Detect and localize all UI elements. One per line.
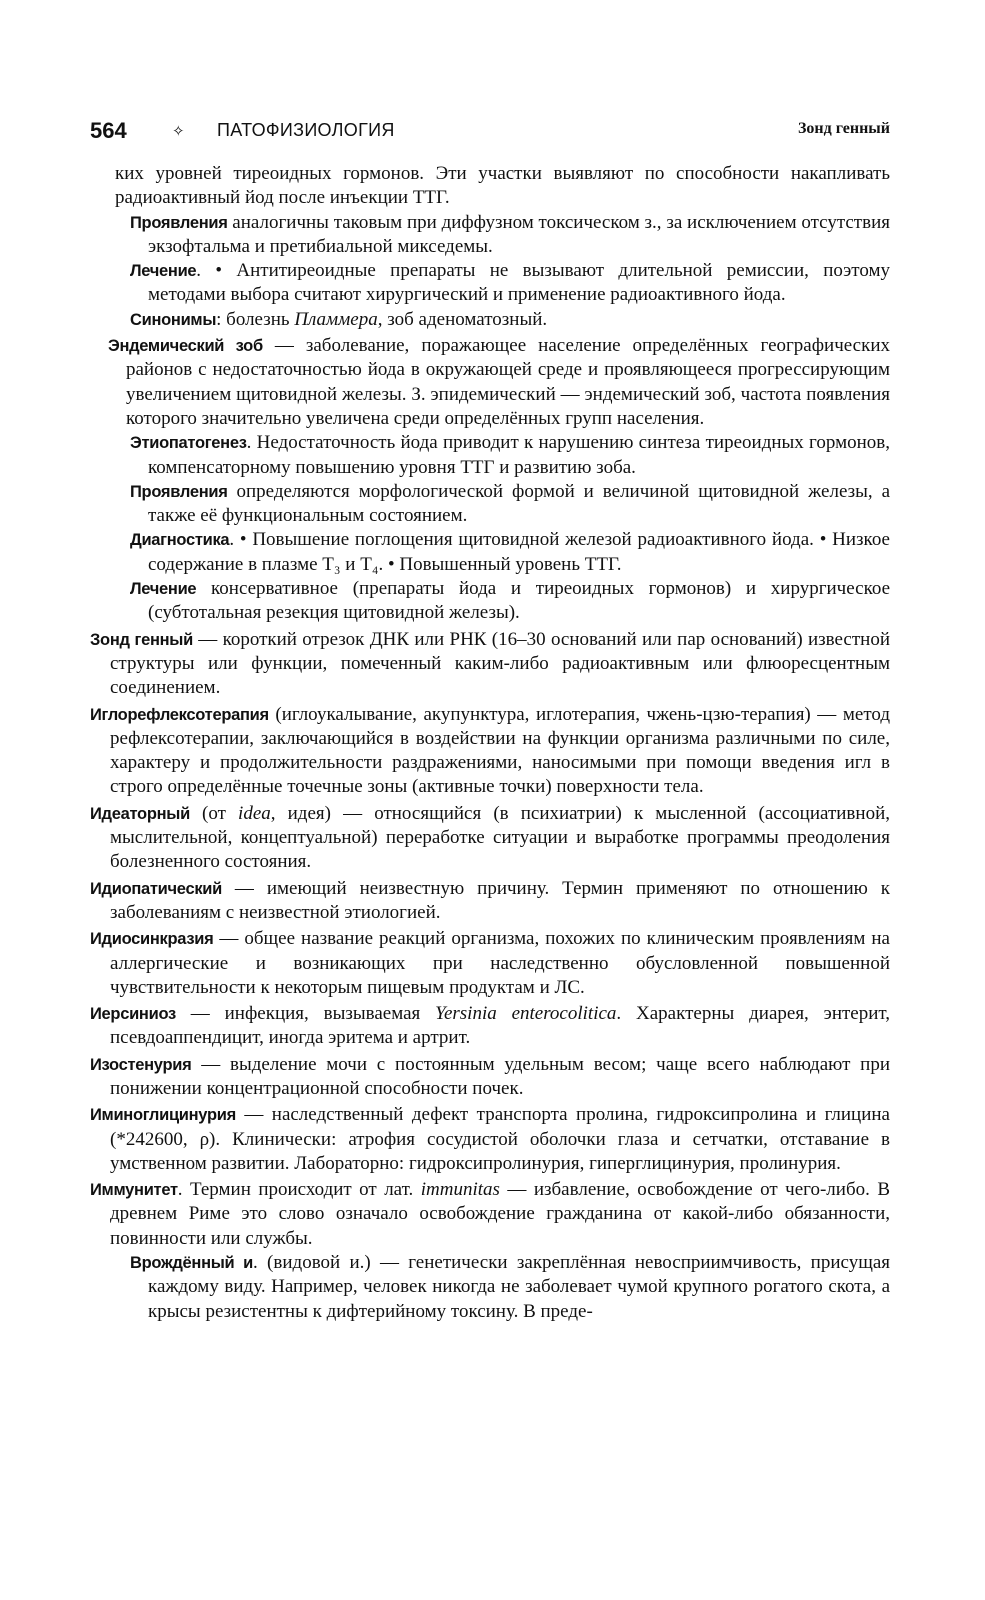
entry-text: , зоб аденоматозный. — [377, 308, 548, 330]
entry-term: Иммунитет — [90, 1181, 178, 1200]
dictionary-entry — [90, 877, 890, 926]
entry-italic: Пламмера — [294, 308, 378, 330]
entry-term: Зонд генный — [90, 630, 193, 649]
entry-text: . Недостаточность йода приводит к нарушению синтеза тиреоидных гормонов, компенсаторному повышению уровня ТТГ и развитию зоба. — [148, 432, 890, 478]
entry-term: Диагностика — [130, 531, 230, 550]
dictionary-entry — [90, 1053, 890, 1102]
dictionary-entry — [90, 703, 890, 800]
entry-text: аналогичны таковым при диффузном токсическом з., за исключением отсутствия экзофтальма и претибиальной микседемы. — [148, 211, 890, 257]
dictionary-entry — [90, 308, 890, 332]
entry-text: — короткий отрезок ДНК или РНК (16–30 оснований или пар оснований) известной структуры или функции, помеченный каким-либо радиоактивным или флюоресцентным соединением. — [110, 628, 890, 699]
entry-text: ких уровней тиреоидных гормонов. Эти участки выявляют по способности накапливать радиоактивный йод после инъекции ТТГ. — [115, 163, 890, 209]
entry-text: : болезнь — [216, 308, 295, 330]
dictionary-entry — [90, 628, 890, 701]
dictionary-entry — [90, 528, 890, 577]
entry-text: — выделение мочи с постоянным удельным весом; чаще всего наблюдают при понижении концентрационной способности почек. — [110, 1053, 890, 1099]
page-number: 564 — [90, 118, 127, 143]
dictionary-entry — [90, 1103, 890, 1176]
entry-term: Этиопатогенез — [130, 434, 247, 453]
entry-term: Идеаторный — [90, 804, 190, 823]
dictionary-entry — [90, 431, 890, 480]
entry-text: — избавление, освобождение от чего-либо. В древнем Риме это слово означало освобождение гражданина от какой-либо обязанности, повинности или службы. — [110, 1179, 890, 1249]
entry-text: . (видовой и.) — генетически закреплённая невосприимчивость, присущая каждому виду. Например, человек никогда не заболевает чумой крупного рогатого скота, а крысы резистентны к дифтерийному токсину. В преде- — [148, 1252, 891, 1322]
entry-text: определяются морфологической формой и величиной щитовидной железы, а также её функциональным состоянием. — [148, 480, 890, 527]
entry-text: , идея) — относящийся (в психиатрии) к мысленной (ассоциативной, мыслительной, концептуальной) переработке ситуации и выработке программы преодоления болезненного состояния. — [110, 802, 890, 873]
dictionary-entry — [90, 1002, 890, 1051]
dictionary-entry — [90, 334, 890, 431]
entry-term: Проявления — [130, 482, 228, 501]
dictionary-entry — [90, 162, 890, 211]
dictionary-entry — [90, 1251, 890, 1324]
dictionary-entry — [90, 577, 890, 626]
entry-text: . • Повышение поглощения щитовидной железой радиоактивного йода. • Низкое содержание в плазме T₃ и T₄. • Повышенный уровень ТТГ. — [148, 529, 890, 575]
entry-text: . • Антитиреоидные препараты не вызывают длительной ремиссии, поэтому методами выбора считают хирургический и применение радиоактивного йода. — [148, 260, 890, 306]
book-page — [90, 118, 890, 1324]
diamond-ornament-icon: ✧ — [172, 122, 185, 140]
dictionary-entry — [90, 802, 890, 875]
entry-term: Иерсиниоз — [90, 1005, 176, 1024]
entry-italic: Yersinia enterocolitica — [435, 1003, 617, 1025]
entry-text: (иглоукалывание, акупунктура, иглотерапия, чжень-цзю-терапия) — метод рефлексотерапии, заключающийся в воздействии на функции организма различными по силе, характеру и продолжительности раздражениями, наносимыми при помощи введения игл в строго определённые точечные зоны (активные точки) поверхности тела. — [110, 703, 890, 798]
entry-text: консервативное (препараты йода и тиреоидных гормонов) и хирургическое (субтотальная резекция щитовидной железы). — [148, 578, 890, 624]
entry-term: Синонимы — [130, 310, 217, 329]
entry-term: Врождённый и — [130, 1254, 254, 1273]
entry-term: Эндемический зоб — [108, 337, 263, 356]
entry-term: Изостенурия — [90, 1055, 192, 1074]
entry-text: (от — [189, 802, 239, 824]
entry-term: Проявления — [130, 213, 228, 232]
dictionary-entry — [90, 259, 890, 308]
entry-text: . Характерны диарея, энтерит, псевдоаппендицит, иногда эритема и артрит. — [110, 1003, 891, 1049]
body-text — [90, 162, 890, 1324]
entry-term: Иминоглицинурия — [90, 1106, 236, 1125]
entry-term: Идиопатический — [90, 879, 222, 898]
entry-italic: immunitas — [420, 1179, 500, 1201]
entry-italic: idea — [238, 802, 271, 824]
section-title: ПАТОФИЗИОЛОГИЯ — [217, 120, 395, 140]
running-head: Зонд генный — [797, 120, 890, 137]
entry-text: — наследственный дефект транспорта пролина, гидроксипролина и глицина (*242600, ρ). Клинически: атрофия сосудистой оболочки глаза и сетчатки, отставание в умственном развитии. Лабораторно: гидроксипролинурия, гиперглицинурия, пролинурия. — [110, 1104, 890, 1174]
entry-term: Лечение — [130, 262, 197, 281]
entry-term: Идиосинкразия — [90, 930, 214, 949]
dictionary-entry — [90, 480, 890, 529]
entry-text: — инфекция, вызываемая — [175, 1003, 436, 1025]
page-header — [90, 118, 890, 148]
dictionary-entry — [90, 211, 890, 260]
entry-text: — имеющий неизвестную причину. Термин применяют по отношению к заболеваниям с неизвестной этиологией. — [110, 877, 890, 923]
entry-term: Иглорефлексотерапия — [90, 705, 269, 724]
dictionary-entry — [90, 927, 890, 1000]
dictionary-entry — [90, 1178, 890, 1251]
entry-term: Лечение — [130, 580, 197, 599]
entry-text: — заболевание, поражающее население определённых географических районов с недостаточностью йода в окружающей среде и проявляющееся прогрессирующим увеличением щитовидной железы. З. эпидемический — эндемический зоб, частота появления которого значительно увеличена среди определённых групп населения. — [126, 335, 891, 429]
entry-text: . Термин происходит от лат. — [177, 1179, 421, 1201]
entry-text: — общее название реакций организма, похожих по клиническим проявлениям на аллергические и возникающих при наследственно обусловленной повышенной чувствительности к некоторым пищевым продуктам и ЛС. — [110, 928, 890, 998]
